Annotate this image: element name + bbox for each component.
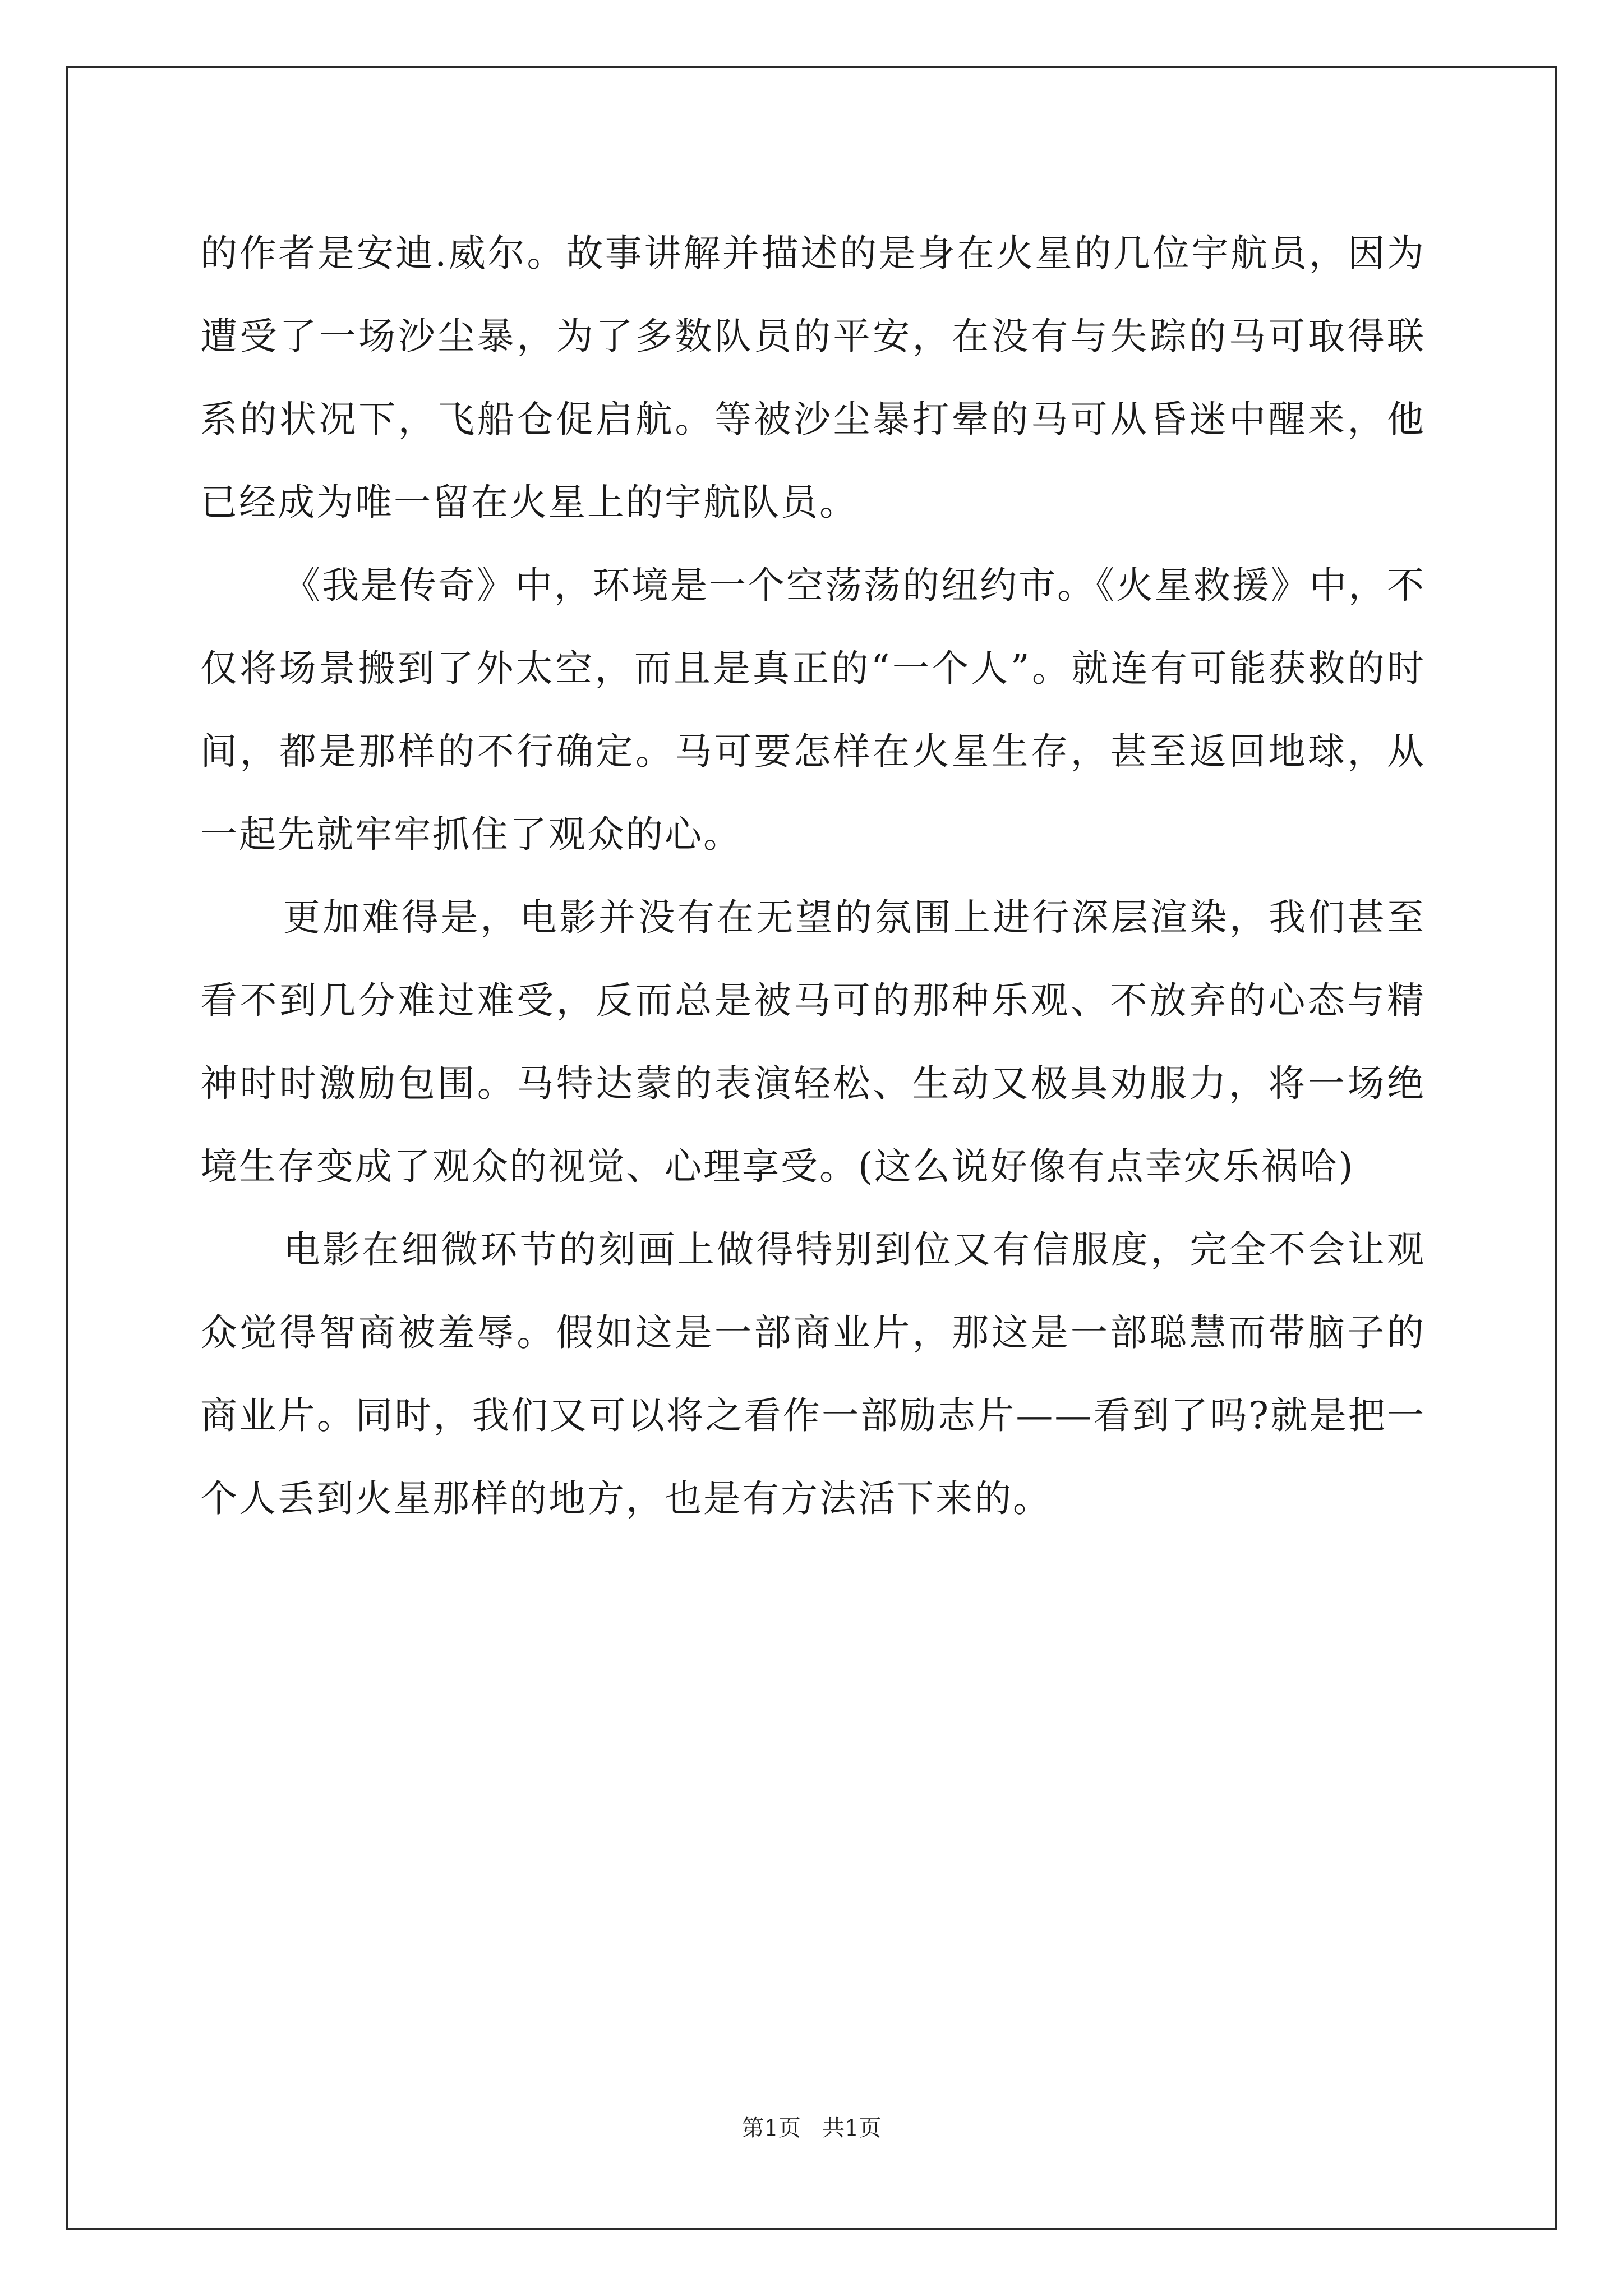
paragraph-1: 的作者是安迪.威尔。故事讲解并描述的是身在火星的几位宇航员，因为遭受了一场沙尘暴，为了多数队员的平安，在没有与失踪的马可取得联系的状况下，飞船仓促启航。等被沙尘暴打晕的马可从昏迷中醒来，他已经成为唯一留在火星上的宇航队员。 — [200, 232, 1426, 524]
paragraph-3: 更加难得是，电影并没有在无望的氛围上进行深层渲染，我们甚至看不到几分难过难受，反而总是被马可的那种乐观、不放弃的心态与精神时时激励包围。马特达蒙的表演轻松、生动又极具劝服力，将一场绝境生存变成了观众的视觉、心理享受。(这么说好像有点幸灾乐祸哈) — [200, 896, 1426, 1188]
page-footer: 第1页 共1页 — [741, 2115, 882, 2141]
paragraph-2: 《我是传奇》中，环境是一个空荡荡的纽约市。《火星救援》中，不仅将场景搬到了外太空，而且是真正的“一个人”。就连有可能获救的时间，都是那样的不行确定。马可要怎样在火星生存，甚至返回地球，从一起先就牢牢抓住了观众的心。 — [200, 564, 1426, 856]
document-body — [200, 212, 1426, 1540]
paragraph-4: 电影在细微环节的刻画上做得特别到位又有信服度，完全不会让观众觉得智商被羞辱。假如这是一部商业片，那这是一部聪慧而带脑子的商业片。同时，我们又可以将之看作一部励志片——看到了吗?就是把一个人丢到火星那样的地方，也是有方法活下来的。 — [200, 1228, 1426, 1520]
